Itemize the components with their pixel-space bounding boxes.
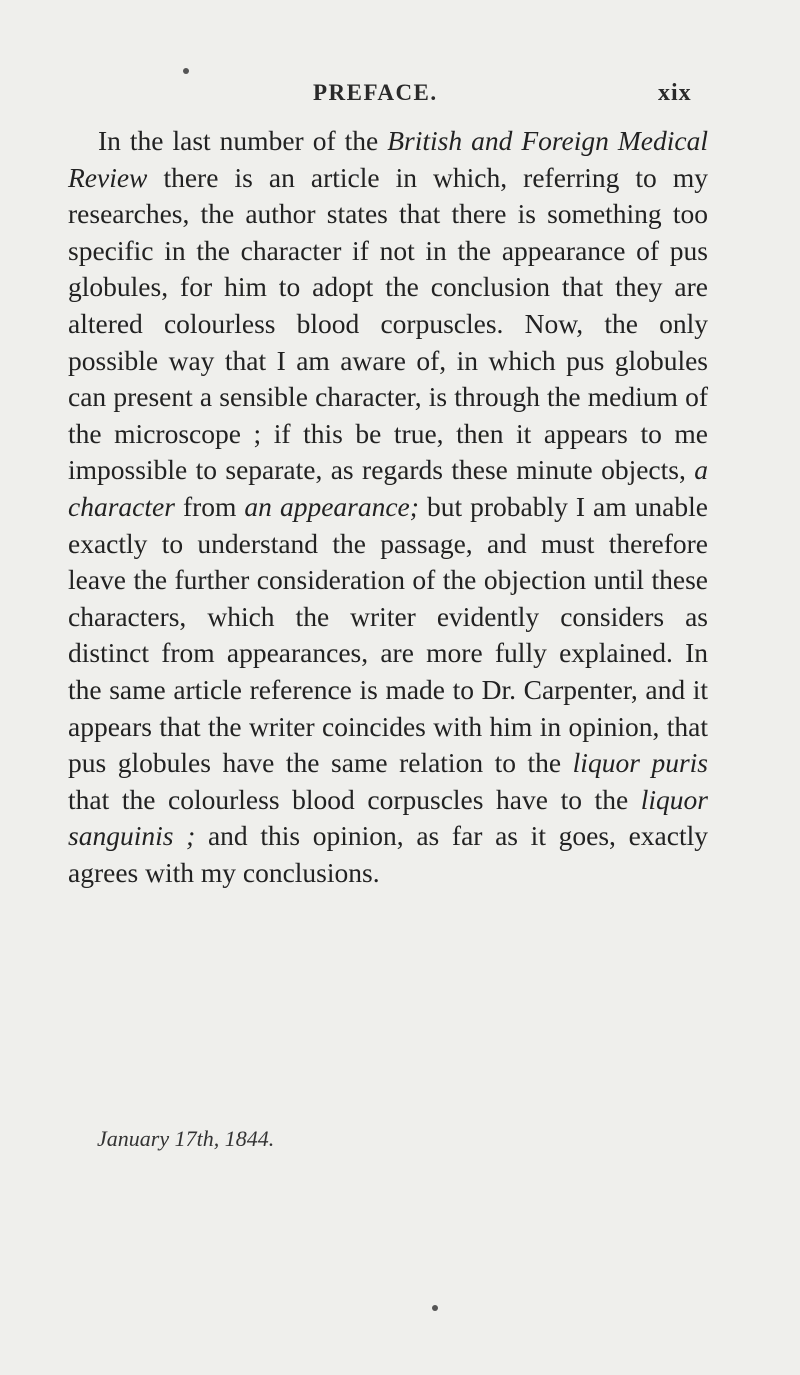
italic-term-liquor-sanguinis: liquor sanguinis ;: [68, 783, 708, 852]
preface-paragraph: [68, 123, 708, 891]
ink-speck-top: [183, 68, 189, 74]
text-run: and this opinion, as far as it goes, exactly agrees with my conclusions.: [68, 820, 708, 888]
italic-term-appearance: an appearance;: [244, 490, 419, 522]
text-run: there is an article in which, referring to my researches, the author states that there is something too specific in the character if not in the appearance of pus globules, for him to adopt the conclusion that they are altered colourless blood corpuscles. Now, the only possible way that I am aware of, in which pus globules can present a sensible character, is through the medium of the microscope ; if this be true, then it appears to me impossible to separate, as regards these minute objects,: [68, 161, 708, 486]
page-header: [0, 80, 800, 116]
italic-term-liquor-puris: liquor puris: [572, 747, 708, 779]
preface-body: [68, 123, 708, 891]
italic-term-character: a character: [68, 454, 708, 522]
text-run: from: [174, 490, 245, 522]
running-head: PREFACE.: [313, 80, 438, 105]
text-run: but probably I am unable exactly to understand the passage, and must therefore leave the further consideration of the objection until these characters, which the writer evidently considers as distinct from appearances, are more fully explained. In the same article reference is made to Dr. Carpenter, and it appears that the writer coincides with him in opinion, that pus globules have the same relation to the: [68, 490, 708, 779]
text-run: that the colourless blood corpuscles have to the: [68, 783, 641, 815]
date-line: January 17th, 1844.: [97, 1126, 275, 1151]
ink-speck-bottom: [432, 1305, 438, 1311]
page-number: xix: [658, 80, 692, 106]
text-run: In the last number of the: [98, 125, 388, 156]
journal-title: British and Foreign Medical Review: [68, 125, 708, 193]
